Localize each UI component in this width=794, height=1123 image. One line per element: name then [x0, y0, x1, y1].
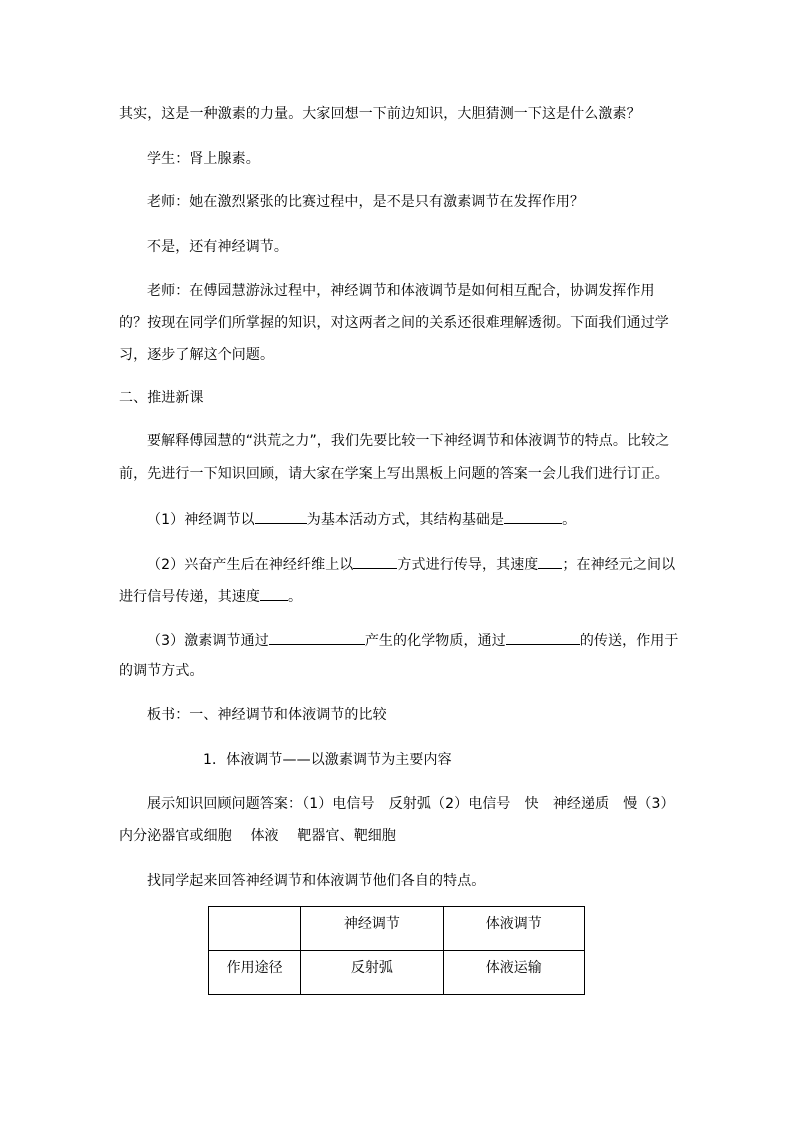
table-row: [209, 951, 585, 995]
question-3-text-a: （3）激素调节通过: [147, 633, 269, 649]
paragraph-teacher-l3: 习，逐步了解这个问题。: [119, 347, 275, 363]
question-2-text-d: 进行信号传递，其速度: [119, 589, 260, 605]
table-cell: 体液运输: [443, 951, 584, 995]
question-3-line-2: 的调节方式。: [119, 663, 204, 679]
blank-1b: [504, 508, 562, 524]
question-1-text-c: 。: [562, 512, 577, 528]
paragraph-teacher-question: 老师：她在激烈紧张的比赛过程中，是不是只有激素调节在发挥作用？: [147, 194, 585, 210]
blank-1a: [255, 508, 307, 524]
question-3-text-c: 的传送，作用于: [579, 633, 679, 649]
paragraph-student-answer: 学生：肾上腺素。: [147, 151, 260, 167]
paragraph-intro: 其实，这是一种激素的力量。大家回想一下前边知识，大胆猜测一下这是什么激素？: [119, 106, 641, 122]
question-1-text-b: 为基本活动方式，其结构基础是: [306, 512, 505, 528]
question-1-text-a: （1）神经调节以: [147, 512, 255, 528]
table-header-cell: 体液调节: [443, 907, 584, 951]
blank-3a: [269, 629, 365, 645]
question-1: [147, 508, 576, 530]
question-2-text-b: 方式进行传导，其速度: [397, 557, 539, 573]
paragraph-review-l2: 前，先进行一下知识回顾，请大家在学案上写出黑板上问题的答案一会儿我们进行订正。: [119, 466, 669, 482]
prompt-text: 找同学起来回答神经调节和体液调节他们各自的特点。: [147, 873, 486, 889]
paragraph-teacher-l1: 老师：在傅园慧游泳过程中，神经调节和体液调节是如何相互配合，协调发挥作用: [147, 283, 655, 299]
answers-line-1: 展示知识回顾问题答案：（1）电信号 反射弧（2）电信号 快 神经递质 慢（3）: [147, 796, 675, 812]
question-2-text-c: ；在神经元之间以: [562, 557, 676, 573]
table-header-row: [209, 907, 585, 951]
paragraph-review-l1: 要解释傅园慧的“洪荒之力”，我们先要比较一下神经调节和体液调节的特点。比较之: [147, 433, 670, 449]
question-3-line-1: [147, 629, 679, 651]
section-heading: 二、推进新课: [119, 390, 204, 406]
blank-2a: [353, 553, 397, 569]
question-2-text-a: （2）兴奋产生后在神经纤维上以: [147, 557, 354, 573]
table-cell: 作用途径: [209, 951, 301, 995]
table-header-cell: [209, 907, 301, 951]
table-header-cell: 神经调节: [301, 907, 443, 951]
paragraph-teacher-l2: 的？按现在同学们所掌握的知识，对这两者之间的关系还很难理解透彻。下面我们通过学: [119, 315, 669, 331]
answers-line-2: 内分泌器官或细胞 体液 靶器官、靶细胞: [119, 828, 396, 844]
question-3-text-b: 产生的化学物质，通过: [364, 633, 506, 649]
comparison-table: [208, 906, 585, 995]
blank-2b: [538, 553, 562, 569]
question-2-line-1: [147, 553, 675, 575]
paragraph-reply: 不是，还有神经调节。: [147, 239, 288, 255]
blank-3b: [506, 629, 580, 645]
board-subtitle: 1．体液调节——以激素调节为主要内容: [203, 752, 452, 768]
question-2-text-e: 。: [288, 589, 303, 605]
table-cell: 反射弧: [301, 951, 443, 995]
board-title: 板书：一、神经调节和体液调节的比较: [147, 707, 387, 723]
blank-2c: [260, 585, 288, 601]
question-2-line-2: [119, 585, 302, 607]
